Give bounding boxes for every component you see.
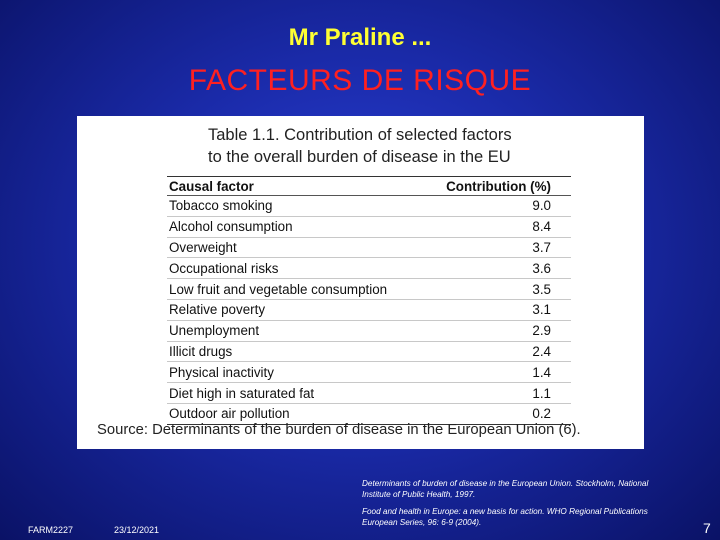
table-row [167,299,571,320]
table-source: Source: Determinants of the burden of disease in the European Union (6). [97,422,581,438]
table-image-panel [77,116,644,449]
table-caption [208,124,628,168]
value-cell: 0.2 [424,403,571,424]
table-row [167,237,571,258]
table-row [167,258,571,279]
table-caption-line-2: to the overall burden of disease in the EU [208,148,511,166]
factor-cell: Alcohol consumption [167,216,424,237]
factor-cell: Tobacco smoking [167,196,424,217]
table-row [167,196,571,217]
factor-cell: Diet high in saturated fat [167,383,424,404]
table-row [167,279,571,300]
factor-cell: Illicit drugs [167,341,424,362]
slide-title: FACTEURS DE RISQUE [188,64,532,97]
factor-cell: Physical inactivity [167,362,424,383]
value-cell: 3.1 [424,299,571,320]
header-causal-factor: Causal factor [167,177,424,196]
table-row [167,362,571,383]
value-cell: 1.1 [424,383,571,404]
table-header-row [167,177,571,196]
factor-cell: Overweight [167,237,424,258]
footer-course-code: FARM2227 [28,525,74,535]
slide-number: 7 [703,520,711,536]
factor-cell: Outdoor air pollution [167,403,424,424]
factor-cell: Relative poverty [167,299,424,320]
risk-factor-table [167,176,571,425]
table-row [167,216,571,237]
value-cell: 3.7 [424,237,571,258]
value-cell: 9.0 [424,196,571,217]
factor-cell: Low fruit and vegetable consumption [167,279,424,300]
reference-1: Determinants of burden of disease in the European Union. Stockholm, National Institute of Public Health, 1997. [362,479,649,499]
value-cell: 1.4 [424,362,571,383]
value-cell: 8.4 [424,216,571,237]
table-row [167,383,571,404]
factor-cell: Unemployment [167,320,424,341]
factor-cell: Occupational risks [167,258,424,279]
table-caption-line-1: Table 1.1. Contribution of selected factors [208,126,512,144]
table-row [167,320,571,341]
value-cell: 2.4 [424,341,571,362]
slide-subtitle: Mr Praline ... [288,24,432,51]
footer-date: 23/12/2021 [114,525,160,535]
value-cell: 3.6 [424,258,571,279]
value-cell: 3.5 [424,279,571,300]
table-row [167,341,571,362]
header-contribution: Contribution (%) [424,177,571,196]
value-cell: 2.9 [424,320,571,341]
reference-2: Food and health in Europe: a new basis for action. WHO Regional Publications European Series, 96: 6-9 (2004). [362,507,648,527]
